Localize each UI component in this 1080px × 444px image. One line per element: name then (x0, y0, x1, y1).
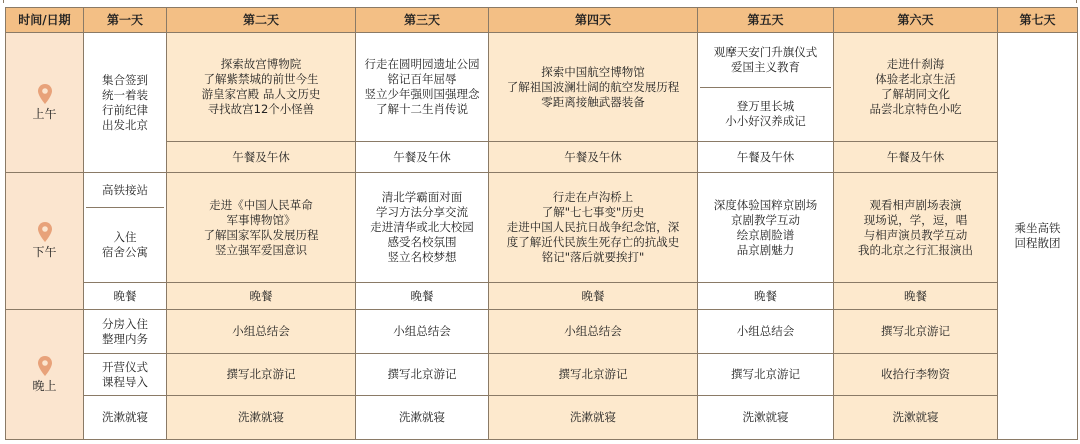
text-line: 回程散团 (1014, 236, 1061, 250)
dinner-day2: 晚餐 (167, 283, 356, 310)
text-line: 寻找故宫12个小怪兽 (207, 102, 315, 116)
text-line: 走进《中国人民革命 (209, 197, 313, 212)
evening-r3-day1: 洗漱就寝 (84, 396, 167, 440)
header-day1: 第一天 (84, 8, 167, 33)
text-line: 出发北京 (102, 117, 148, 132)
text-line: 行走在卢沟桥上 (552, 190, 634, 204)
period-label: 下午 (32, 245, 57, 259)
dinner-day6: 晚餐 (834, 283, 998, 310)
text-line: 走进清华或北大校园 (370, 220, 474, 234)
text-line: 品尝北京特色小吃 (869, 102, 962, 116)
afternoon-day3 (356, 173, 489, 283)
text-line: 了解国家军队发展历程 (203, 227, 319, 242)
evening-r3-day5: 洗漱就寝 (698, 396, 834, 440)
afternoon-activity-row (6, 173, 1078, 283)
morning-activity-row (6, 33, 1078, 142)
header-day3: 第三天 (356, 8, 489, 33)
lunch-day5: 午餐及午休 (698, 142, 834, 173)
text-line: 京剧教学互动 (731, 212, 800, 227)
text-line: 品京剧魅力 (736, 242, 795, 257)
text-line: 统一着装 (102, 87, 148, 102)
header-time-date: 时间/日期 (6, 8, 84, 33)
lunch-row (6, 142, 1078, 173)
text-line: 军事博物馆》 (226, 212, 296, 227)
text-line: 集合签到 (102, 72, 148, 87)
text-line: 竖立强军爱国意识 (215, 242, 307, 257)
text-line: 竖立名校梦想 (387, 250, 457, 264)
lunch-day4: 午餐及午休 (489, 142, 698, 173)
text-line: 登万里长城 (736, 99, 795, 114)
location-pin-icon (38, 356, 52, 376)
evening-r3-day6: 洗漱就寝 (834, 396, 998, 440)
evening-r2-day6: 收拾行李物资 (834, 354, 998, 396)
afternoon-day2 (167, 173, 356, 283)
text-line: 零距离接触武器装备 (541, 94, 645, 109)
text-line: 游皇家宫殿 品人文历史 (201, 87, 321, 101)
location-pin-icon (38, 222, 52, 242)
text-line: 行走在圆明园遗址公园 (364, 57, 480, 71)
evening-row-3 (6, 396, 1078, 440)
morning-day1 (84, 33, 167, 173)
period-label: 晚上 (32, 378, 57, 393)
text-line: 与相声演员教学互动 (863, 227, 968, 242)
text-line: 竖立少年强则国强理念 (364, 87, 480, 101)
afternoon-day4 (489, 173, 698, 283)
text-line: 感受名校氛围 (387, 235, 457, 249)
text-line: 体验老北京生活 (875, 72, 956, 86)
morning-day5-flag-ceremony (700, 33, 831, 87)
text-line: 绘京剧脸谱 (736, 227, 795, 242)
evening-r1-day6: 撰写北京游记 (834, 310, 998, 354)
period-morning (6, 33, 84, 173)
period-evening (6, 310, 84, 440)
afternoon-day1-train-pickup (86, 173, 164, 207)
header-day4: 第四天 (489, 8, 698, 33)
text-line: 探索中国航空博物馆 (541, 64, 645, 79)
afternoon-day5 (698, 173, 834, 283)
text-line: 了解祖国波澜壮阔的航空发展历程 (506, 79, 680, 94)
text-line: 入住 (113, 230, 137, 244)
morning-day2 (167, 33, 356, 142)
evening-r2-day1: 开营仪式 课程导入 (84, 354, 167, 396)
text-line: 观看相声剧场表演 (869, 197, 962, 212)
header-day5: 第五天 (698, 8, 834, 33)
text-line: 了解紫禁城的前世今生 (203, 72, 319, 86)
text-line: 爱国主义教育 (731, 59, 800, 74)
evening-r1-day1: 分房入住 整理内务 (84, 310, 167, 354)
afternoon-day6 (834, 173, 998, 283)
header-row (6, 8, 1078, 33)
evening-row-1 (6, 310, 1078, 354)
evening-row-2 (6, 354, 1078, 396)
evening-r3-day2: 洗漱就寝 (167, 396, 356, 440)
text-line: 宿舍公寓 (102, 245, 148, 259)
text-line: 高铁接站 (102, 182, 148, 197)
afternoon-day1 (84, 173, 167, 283)
dinner-day5: 晚餐 (698, 283, 834, 310)
morning-day4 (489, 33, 698, 142)
evening-r2-day4: 撰写北京游记 (489, 354, 698, 396)
text-line: 学习方法分享交流 (376, 205, 468, 219)
evening-r1-day2: 小组总结会 (167, 310, 356, 354)
dinner-day1: 晚餐 (84, 283, 167, 310)
itinerary-table (5, 7, 1078, 440)
afternoon-day1-check-in (86, 207, 164, 282)
header-day7: 第七天 (998, 8, 1078, 33)
lunch-day6: 午餐及午休 (834, 142, 998, 173)
text-line: 深度体验国粹京剧场 (713, 197, 818, 212)
text-line: 现场说，学，逗，唱 (863, 212, 968, 227)
lunch-day2: 午餐及午休 (167, 142, 356, 173)
morning-day3 (356, 33, 489, 142)
dinner-day3: 晚餐 (356, 283, 489, 310)
text-line: 了解胡同文化 (881, 87, 950, 101)
period-afternoon (6, 173, 84, 310)
text-line: 探索故宫博物院 (220, 57, 302, 71)
lunch-day3: 午餐及午休 (356, 142, 489, 173)
text-line: 乘坐高铁 (1014, 221, 1061, 235)
evening-r1-day3: 小组总结会 (356, 310, 489, 354)
header-day6: 第六天 (834, 8, 998, 33)
text-line: 观摩天安门升旗仪式 (713, 44, 818, 59)
text-line: 铭记百年屈辱 (387, 72, 457, 86)
period-label: 上午 (32, 106, 57, 121)
header-day2: 第二天 (167, 8, 356, 33)
morning-day5-great-wall (700, 87, 831, 142)
text-line: 走进中国人民抗日战争纪念馆，深 (506, 220, 680, 234)
evening-r3-day4: 洗漱就寝 (489, 396, 698, 440)
text-line: 走进什刹海 (886, 57, 945, 71)
morning-day5 (698, 33, 834, 142)
dinner-row (6, 283, 1078, 310)
evening-r1-day5: 小组总结会 (698, 310, 834, 354)
evening-r2-day3: 撰写北京游记 (356, 354, 489, 396)
text-line: 度了解近代民族生死存亡的抗战史 (506, 235, 680, 249)
evening-r2-day5: 撰写北京游记 (698, 354, 834, 396)
evening-r3-day3: 洗漱就寝 (356, 396, 489, 440)
dinner-day4: 晚餐 (489, 283, 698, 310)
day7-column (998, 33, 1078, 440)
location-pin-icon (38, 84, 52, 104)
text-line: 铭记"落后就要挨打" (541, 250, 645, 264)
evening-r1-day4: 小组总结会 (489, 310, 698, 354)
text-line: 小小好汉养成记 (725, 114, 806, 129)
evening-r2-day2: 撰写北京游记 (167, 354, 356, 396)
text-line: 行前纪律 (102, 102, 148, 117)
morning-day6 (834, 33, 998, 142)
text-line: 了解十二生肖传说 (376, 102, 468, 116)
text-line: 清北学霸面对面 (381, 190, 463, 204)
top-border (3, 0, 1077, 3)
text-line: 了解"七七事变"历史 (541, 205, 645, 219)
text-line: 我的北京之行汇报演出 (858, 242, 973, 257)
